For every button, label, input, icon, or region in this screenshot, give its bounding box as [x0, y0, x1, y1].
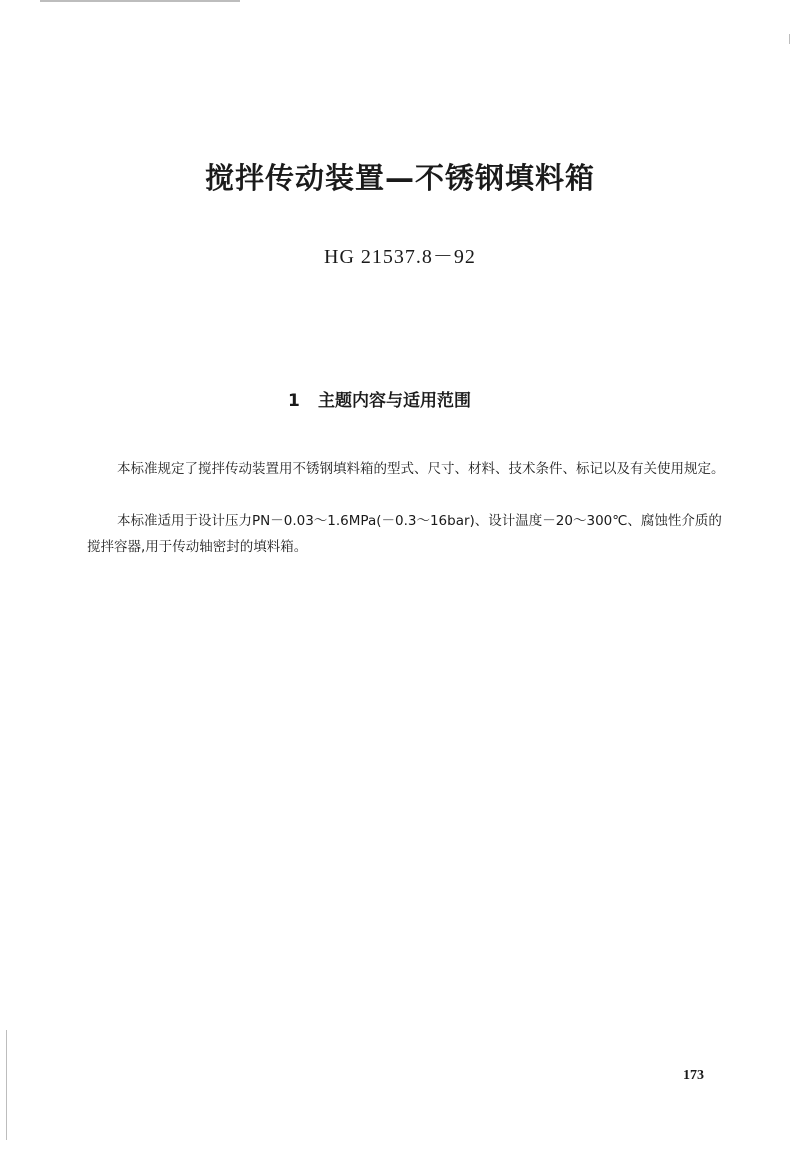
scan-edge-mark: [40, 0, 240, 2]
paragraph-scope: 本标准规定了搅拌传动装置用不锈钢填料箱的型式、尺寸、材料、技术条件、标记以及有关使用规定。: [117, 461, 725, 477]
paragraph-applicability: 本标准适用于设计压力PN－0.03～1.6MPa(－0.3～16bar)、设计温度－20～300℃、腐蚀性介质的搅拌容器,用于传动轴密封的填料箱。: [87, 513, 722, 555]
document-title: 搅拌传动装置—不锈钢填料箱: [204, 161, 595, 195]
page-number: 173: [683, 1068, 704, 1083]
section-heading: [288, 386, 471, 411]
scan-edge-mark: [789, 34, 790, 44]
section-title: 主题内容与适用范围: [318, 391, 471, 411]
scan-edge-mark: [6, 1030, 7, 1140]
standard-code: HG 21537.8－92: [324, 246, 476, 268]
section-number: 1: [288, 391, 300, 411]
